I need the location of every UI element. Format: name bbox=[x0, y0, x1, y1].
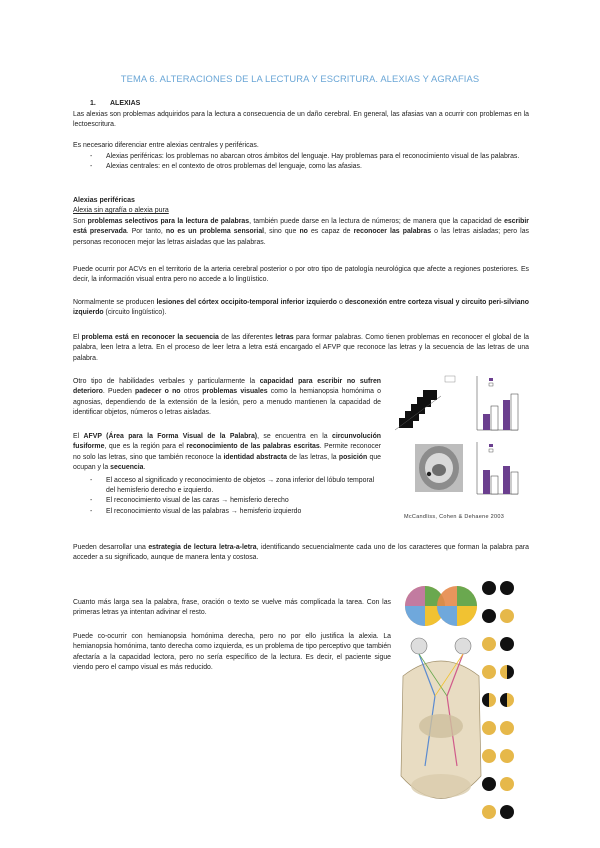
subheading-peripheral: Alexias periféricas bbox=[73, 197, 135, 204]
distinguish-paragraph: Es necesario diferenciar entre alexias centrales y periféricas. bbox=[73, 142, 259, 149]
paragraph-hemianopsia: Puede co-ocurrir con hemianopsia homónima derecha, pero no por ello justifica la alexia. La hemianopsia homónima, tanto derecha como izquierda, es un problema de tipo perceptivo que también afectaría a la capacidad lectora, pero no sería específico de la lectura. Es decir, el paciente sigue viendo pero el campo visual es más reducido. bbox=[73, 633, 391, 672]
paragraph-length: Cuanto más larga sea la palabra, frase, oración o texto se vuelve más complicada la tarea. Con las primeras letras ya intentan adivinar el resto. bbox=[73, 599, 391, 617]
paragraph-afvp: El AFVP (Área para la Forma Visual de la Palabra), se encuentra en la circunvolución fusiforme, que es la región para el reconocimiento de las palabras escritas. Permite reconocer no solo las letras, sino que también reconoce la identidad abstracta de las letras, la posición que ocupan y la secuencia. bbox=[73, 433, 381, 472]
bar-chart-bottom bbox=[477, 442, 518, 494]
list-item: - Alexias periféricas: los problemas no abarcan otros ámbitos del lenguaje. Hay problemas para el reconocimiento visual de las palabras. bbox=[90, 152, 529, 162]
afvp-figure bbox=[393, 370, 533, 510]
brain-pathways-drawing bbox=[401, 654, 481, 799]
intro-paragraph: Las alexias son problemas adquiridos para la lectura a consecuencia de un daño cerebral. En general, las afasias van a ocurrir con problemas en la lectoescritura. bbox=[73, 111, 529, 129]
visual-pathway-figure bbox=[395, 576, 535, 838]
list-item: - El reconocimiento visual de las palabras → hemisferio izquierdo bbox=[90, 507, 381, 517]
subheading-pure-alexia bbox=[73, 206, 169, 216]
section-number: 1. bbox=[90, 100, 96, 107]
section-label: ALEXIAS bbox=[110, 100, 141, 107]
alexia-types-list bbox=[90, 152, 529, 172]
list-item: - Alexias centrales: en el contexto de otros problemas del lenguaje, como las afasias. bbox=[90, 162, 529, 172]
recognition-list bbox=[90, 476, 381, 517]
paragraph-strategy: Pueden desarrollar una estrategia de lectura letra-a-letra, identificando secuencialmente cada uno de los caracteres que forman la palabra para acceder a su significado, aunque de manera lenta y costosa. bbox=[73, 544, 529, 562]
list-item: - El reconocimiento visual de las caras → hemisferio derecho bbox=[90, 496, 381, 506]
brain-scan-image bbox=[415, 444, 463, 492]
paragraph-lesions: Normalmente se producen lesiones del córtex occipito-temporal inferior izquierdo o desconexión entre corteza visual y circuito peri-silviano izquierdo (circuito lingüístico). bbox=[73, 299, 529, 317]
bar-chart-top bbox=[477, 376, 518, 430]
list-item: - El acceso al significado y reconocimiento de objetos → zona inferior del lóbulo temporal del hemisferio derecho e izquierdo. bbox=[90, 476, 381, 496]
paragraph-selective: Son problemas selectivos para la lectura de palabras, también puede darse en la lectura de números; de manera que la capacidad de escribir está preservada. Por tanto, no es un problema sensorial, sino que no es capaz de reconocer las palabras o las letras aisladas; pero las personas reconocen mejor las letras aisladas que las palabras. bbox=[73, 218, 529, 246]
figure-caption: McCandliss, Cohen & Dehaene 2003 bbox=[404, 514, 505, 520]
visual-field-defects bbox=[482, 581, 514, 819]
paragraph-sequence: El problema está en reconocer la secuencia de las diferentes letras para formar palabras. Como tienen problemas en reconocer el global de la palabra, leen letra a letra. En el proceso de leer letra a letra está encargado el AFVP que reconoce las letras y la secuencia de las letras de una palabra. bbox=[73, 334, 529, 362]
subheading-pure-alexia-text: Alexia sin agrafía o alexia pura bbox=[73, 207, 169, 214]
page-title: TEMA 6. ALTERACIONES DE LA LECTURA Y ESCRITURA. ALEXIAS Y AGRAFIAS bbox=[120, 73, 480, 84]
section-heading bbox=[90, 100, 140, 107]
paragraph-acv: Puede ocurrir por ACVs en el territorio de la arteria cerebral posterior o por otro tipo de patología neurológica que afecte a regiones posteriores. Es decir, la información visual entra pero no accede a lo lingüístico. bbox=[73, 266, 529, 284]
paragraph-other-skills: Otro tipo de habilidades verbales y particularmente la capacidad para escribir no sufren deterioro. Pueden padecer o no otros problemas visuales como la hemianopsia homónima o agnosias, dependiendo de la extensión de la lesión, pero a menudo mantienen la capacidad de identificar objetos, números o letras aisladas. bbox=[73, 378, 381, 417]
stimulus-cards bbox=[395, 376, 455, 430]
visual-fields-diagram bbox=[405, 586, 477, 654]
